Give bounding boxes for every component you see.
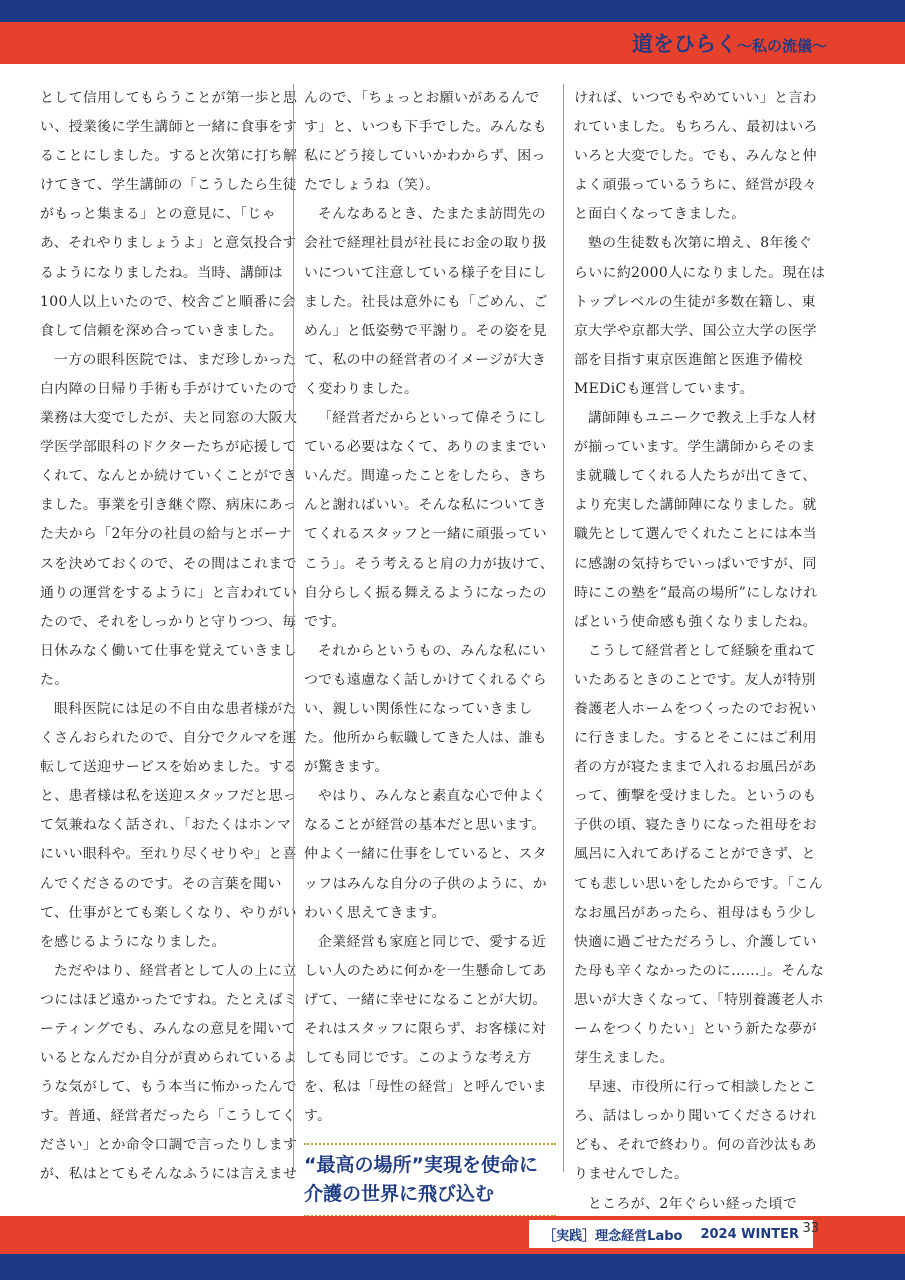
paragraph: 早速、市役所に行って相談したところ、話はしっかり聞いてくださるけれども、それで終わり。何の音沙汰もありませんでした。 <box>574 1079 817 1183</box>
paragraph: ところが、2年ぐらい経った頃で <box>587 1195 798 1212</box>
paragraph: 講師陣もユニークで教え上手な人材が揃っています。学生講師からそのまま就職してくれる人たちが出てきて、より充実した講師陣になりました。就職先として選んでくれたことには本当に感謝の気持ちでいっぱいですが、同時にこの塾を“最高の場所”にしなければという使命感も強くなりましたね。 <box>574 410 818 630</box>
issue-label: 2024 WINTER <box>700 1226 799 1242</box>
paragraph: 眼科医院には足の不自由な患者様がたくさんおられたので、自分でクルマを運転して送迎サービスを始めました。すると、患者様は私を送迎スタッフだと思って気兼ねなく話され、「おたくはホンマにいい眼科や。至れり尽くせりや」と喜んでくださるのです。その言葉を聞いて、仕事がとても楽しくなり、やりがいを感じるようになりました。 <box>40 700 298 950</box>
footer-label <box>529 1220 813 1248</box>
section-heading <box>304 1143 556 1217</box>
section-heading-line-1: “最高の場所”実現を使命に <box>304 1154 538 1177</box>
series-title <box>632 28 827 58</box>
paragraph: 企業経営も家庭と同じで、愛する近しい人のために何かを一生懸命してあげて、一緒に幸せになることが大切。それはスタッフに限らず、お客様に対しても同じです。このような考え方を、私は「母性の経営」と呼んでいます。 <box>304 933 547 1125</box>
paragraph: それからというもの、みんな私にいつでも遠慮なく話しかけてくれるぐらい、親しい関係性になっていきました。他所から転職してきた人は、誰もが驚きます。 <box>304 642 547 776</box>
paragraph: として信用してもらうことが第一歩と思い、授業後に学生講師と一緒に食事をすることにしました。すると次第に打ち解けてきて、学生講師の「こうしたら生徒がもっと集まる」との意見に、「じゃあ、それやりましょうよ」と意気投合するようになりましたね。当時、講師は100人以上いたので、校舎ごと順番に会食して信頼を深め合っていきました。 <box>40 90 298 339</box>
series-title-main: 道をひらく <box>631 32 737 56</box>
paragraph: ただやはり、経営者として人の上に立つにはほど遠かったですね。たとえばミーティングでも、みんなの意見を聞いているとなんだか自分が責められているような気がして、もう本当に怖かったんです。普通、経営者だったら「こうしてください」とか命令口調で言ったりしますが、私はとてもそんなふうには言えませ <box>40 962 298 1183</box>
paragraph: こうして経営者として経験を重ねていたあるときのことです。友人が特別養護老人ホームをつくったのでお祝いに行きました。するとそこにはご利用者の方が寝たままで入れるお風呂があって、衝撃を受けました。というのも子供の頃、寝たきりになった祖母をお風呂に入れてあげることができず、とても悲しい思いをしたからです。「こんなお風呂があったら、祖母はもう少し快適に過ごせただろうし、介護していた母も辛くなかったのに……」。そんな思いが大きくなって、「特別養護老人ホームをつくりたい」という新たな夢が芽生えました。 <box>574 642 825 1067</box>
column-divider <box>563 84 564 1172</box>
paragraph: やはり、みんなと素直な心で仲よくなることが経営の基本だと思います。仲よく一緒に仕事をしていると、スタッフはみんな自分の子供のように、かわいく思えてきます。 <box>304 788 547 921</box>
paragraph: 一方の眼科医院では、まだ珍しかった白内障の日帰り手術も手がけていたので業務は大変でしたが、夫と同窓の大阪大学医学部眼科のドクターたちが応援してくれて、なんとか続けていくことができました。事業を引き継ぐ際、病床にあった夫から「2年分の社員の給与とボーナスを決めておくので、その間はこれまで通りの運営をするように」と言われていたので、それをしっかりと守りつつ、毎日休みなく働いて仕事を覚えていきました。 <box>40 351 298 688</box>
paragraph: 塾の生徒数も次第に増え、8年後ぐらいに約2000人になりました。現在はトップレベルの生徒が多数在籍し、東京大学や京都大学、国公立大学の医学部を目指す東京医進館と医進予備校MEDiCも運営しています。 <box>574 235 826 397</box>
text-column-2 <box>304 84 556 1286</box>
paragraph: そんなあるとき、たまたま訪問先の会社で経理社員が社長にお金の取り扱いについて注意している様子を目にしました。社長は意外にも「ごめん、ごめん」と低姿勢で平謝り。その姿を見て、私の中の経営者のイメージが大きく変わりました。 <box>304 206 548 397</box>
series-title-sub: 〜私の流儀〜 <box>736 37 827 55</box>
text-column-1 <box>40 84 300 1190</box>
section-heading-line-2: 介護の世界に飛び込む <box>304 1183 495 1206</box>
paragraph: んので、「ちょっとお願いがあるんです」と、いつも下手でした。みんなも私にどう接していいかわからず、困ったでしょうね（笑）。 <box>304 90 547 194</box>
text-column-3 <box>574 84 826 1219</box>
paragraph: ければ、いつでもやめていい」と言われていました。もちろん、最初はいろいろと大変でした。でも、みんなと仲よく頑張っているうちに、経営が段々と面白くなってきました。 <box>574 90 818 223</box>
magazine-name: ［実践］理念経営Labo <box>543 1228 683 1244</box>
column-divider <box>293 84 294 1172</box>
top-blue-band <box>0 0 905 22</box>
paragraph: 「経営者だからといって偉そうにしている必要はなくて、ありのままでいいんだ。間違ったことをしたら、きちんと謝ればいい。そんな私についてきてくれるスタッフと一緒に頑張っていこう」。そう考えると肩の力が抜けて、自分らしく振る舞えるようになったのです。 <box>304 410 555 630</box>
bottom-blue-band <box>0 1254 905 1280</box>
page-number: 33 <box>802 1221 819 1236</box>
